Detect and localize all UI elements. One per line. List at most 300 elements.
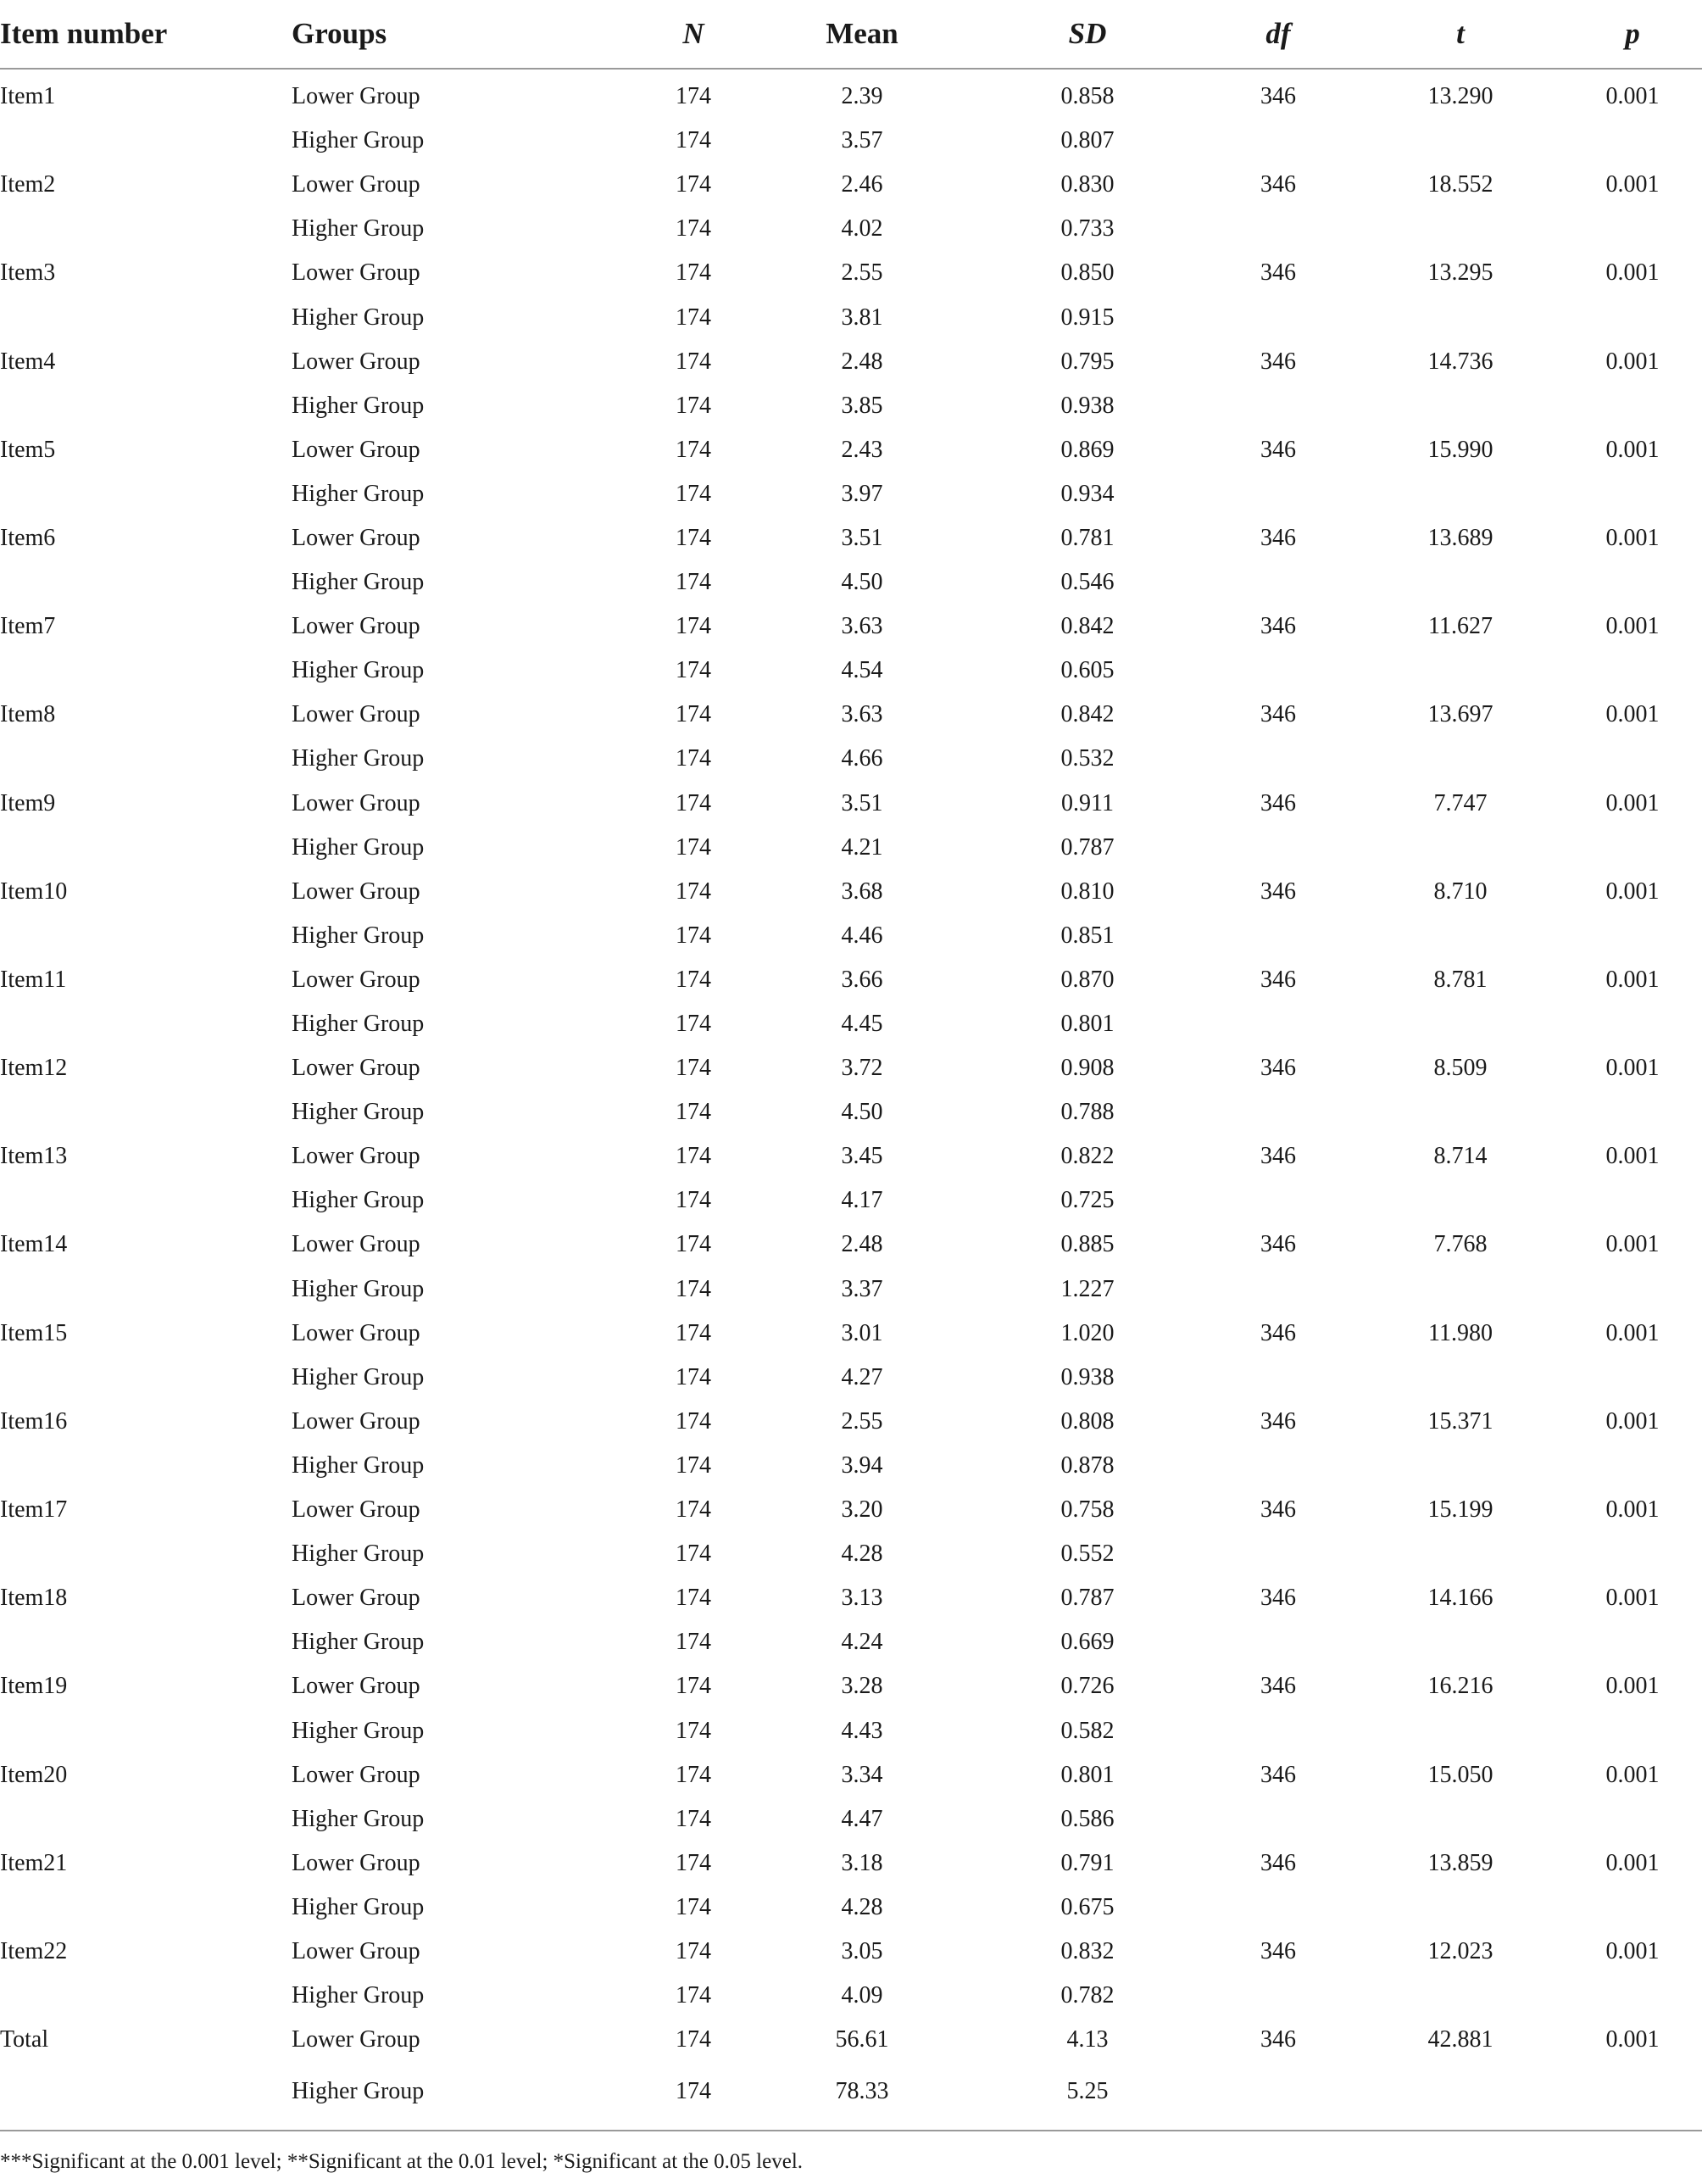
group-cell: Higher Group [292, 1893, 425, 1920]
t-cell [1358, 649, 1563, 693]
mean-cell: 3.45 [841, 1143, 883, 1170]
header-df: df [1199, 0, 1358, 69]
n-cell: 174 [676, 1451, 711, 1479]
df-cell [1199, 560, 1358, 604]
item-number-cell [0, 207, 292, 251]
t-cell [1358, 1002, 1563, 1046]
t-cell [1358, 737, 1563, 781]
df-cell [1199, 1708, 1358, 1752]
sd-cell: 0.808 [1060, 1407, 1115, 1435]
group-cell: Lower Group [292, 1319, 420, 1346]
n-cell: 174 [676, 2026, 711, 2053]
table-row [0, 384, 1702, 428]
p-cell [1563, 1974, 1702, 2018]
item-number-cell: Item1 [0, 83, 56, 110]
p-cell: 0.001 [1605, 878, 1660, 905]
n-cell: 174 [676, 922, 711, 949]
group-cell: Lower Group [292, 348, 420, 375]
sd-cell: 0.791 [1060, 1849, 1115, 1876]
p-cell [1563, 1708, 1702, 1752]
group-cell: Higher Group [292, 304, 425, 331]
sd-cell: 0.787 [1060, 833, 1115, 861]
sd-cell: 0.787 [1060, 1585, 1115, 1612]
sd-cell: 0.582 [1060, 1717, 1115, 1744]
item-number-cell: Item5 [0, 436, 56, 463]
t-cell: 7.768 [1433, 1231, 1488, 1258]
group-cell: Higher Group [292, 480, 425, 507]
p-cell [1563, 1002, 1702, 1046]
item-number-cell [0, 1974, 292, 2018]
group-cell: Lower Group [292, 613, 420, 640]
sd-cell: 0.878 [1060, 1451, 1115, 1479]
p-cell: 0.001 [1605, 171, 1660, 198]
group-cell: Lower Group [292, 436, 420, 463]
n-cell: 174 [676, 1893, 711, 1920]
item-number-cell: Item6 [0, 524, 56, 551]
mean-cell: 3.13 [841, 1585, 883, 1612]
group-cell: Higher Group [292, 833, 425, 861]
t-cell [1358, 1708, 1563, 1752]
p-cell [1563, 384, 1702, 428]
header-n: N [639, 0, 748, 69]
df-cell [1199, 914, 1358, 958]
t-cell: 15.050 [1427, 1761, 1493, 1788]
table-row [0, 1974, 1702, 2018]
item-number-cell [0, 384, 292, 428]
group-cell: Lower Group [292, 1407, 420, 1435]
item-number-cell [0, 1002, 292, 1046]
mean-cell: 4.24 [841, 1629, 883, 1656]
p-cell: 0.001 [1605, 436, 1660, 463]
df-cell: 346 [1260, 1673, 1296, 1700]
n-cell: 174 [676, 1540, 711, 1568]
mean-cell: 3.85 [841, 392, 883, 419]
n-cell: 174 [676, 259, 711, 287]
table-row [0, 1312, 1702, 1356]
item-number-cell: Total [0, 2026, 49, 2053]
table-row [0, 1576, 1702, 1620]
sd-cell: 0.885 [1060, 1231, 1115, 1258]
t-cell: 12.023 [1427, 1937, 1493, 1964]
group-cell: Lower Group [292, 966, 420, 993]
n-cell: 174 [676, 789, 711, 816]
header-groups: Groups [292, 0, 639, 69]
mean-cell: 3.97 [841, 480, 883, 507]
sd-cell: 1.020 [1060, 1319, 1115, 1346]
sd-cell: 0.830 [1060, 171, 1115, 198]
group-cell: Higher Group [292, 1363, 425, 1390]
t-cell: 15.199 [1427, 1496, 1493, 1524]
item-number-cell [0, 1886, 292, 1930]
t-cell: 11.980 [1428, 1319, 1493, 1346]
mean-cell: 4.45 [841, 1011, 883, 1038]
group-cell: Higher Group [292, 1717, 425, 1744]
n-cell: 174 [676, 1319, 711, 1346]
table-row [0, 2018, 1702, 2062]
group-cell: Higher Group [292, 1629, 425, 1656]
group-cell: Lower Group [292, 1585, 420, 1612]
t-cell: 13.859 [1427, 1849, 1493, 1876]
table-row [0, 1134, 1702, 1178]
p-cell: 0.001 [1605, 1055, 1660, 1082]
item-number-cell: Item13 [0, 1143, 68, 1170]
mean-cell: 4.47 [841, 1805, 883, 1832]
df-cell: 346 [1260, 1849, 1296, 1876]
sd-cell: 0.858 [1060, 83, 1115, 110]
sd-cell: 0.586 [1060, 1805, 1115, 1832]
group-cell: Lower Group [292, 789, 420, 816]
table-row [0, 1268, 1702, 1312]
mean-cell: 2.48 [841, 348, 883, 375]
table-row [0, 69, 1702, 119]
item-number-cell [0, 1532, 292, 1576]
table-row [0, 914, 1702, 958]
n-cell: 174 [676, 657, 711, 684]
n-cell: 174 [676, 215, 711, 242]
mean-cell: 3.81 [841, 304, 883, 331]
n-cell: 174 [676, 436, 711, 463]
header-row [0, 0, 1702, 69]
item-number-cell [0, 1444, 292, 1488]
t-cell: 11.627 [1428, 613, 1493, 640]
mean-cell: 4.46 [841, 922, 883, 949]
sd-cell: 0.842 [1060, 701, 1115, 728]
item-number-cell: Item10 [0, 878, 68, 905]
df-cell [1199, 1532, 1358, 1576]
p-cell [1563, 737, 1702, 781]
item-number-cell: Item15 [0, 1319, 68, 1346]
t-cell: 13.697 [1427, 701, 1493, 728]
group-cell: Lower Group [292, 1673, 420, 1700]
n-cell: 174 [676, 348, 711, 375]
sd-cell: 0.801 [1060, 1011, 1115, 1038]
table-row [0, 1046, 1702, 1090]
item-number-cell [0, 1356, 292, 1400]
table-row [0, 340, 1702, 384]
n-cell: 174 [676, 524, 711, 551]
t-cell [1358, 119, 1563, 163]
mean-cell: 3.68 [841, 878, 883, 905]
mean-cell: 3.66 [841, 966, 883, 993]
item-number-cell [0, 826, 292, 870]
group-cell: Higher Group [292, 392, 425, 419]
df-cell [1199, 826, 1358, 870]
mean-cell: 4.43 [841, 1717, 883, 1744]
item-number-cell: Item8 [0, 701, 56, 728]
group-cell: Higher Group [292, 215, 425, 242]
header-item-number: Item number [0, 0, 292, 69]
table-row [0, 1930, 1702, 1974]
t-cell: 15.371 [1427, 1407, 1493, 1435]
item-number-cell [0, 472, 292, 516]
group-cell: Lower Group [292, 2026, 420, 2053]
table-row [0, 428, 1702, 472]
n-cell: 174 [676, 1937, 711, 1964]
df-cell [1199, 1356, 1358, 1400]
group-cell: Higher Group [292, 922, 425, 949]
header-mean: Mean [748, 0, 976, 69]
n-cell: 174 [676, 1143, 711, 1170]
n-cell: 174 [676, 966, 711, 993]
n-cell: 174 [676, 1099, 711, 1126]
p-cell [1563, 1444, 1702, 1488]
group-cell: Higher Group [292, 1187, 425, 1214]
df-cell [1199, 2062, 1358, 2131]
sd-cell: 0.675 [1060, 1893, 1115, 1920]
table-row [0, 1620, 1702, 1664]
n-cell: 174 [676, 833, 711, 861]
n-cell: 174 [676, 701, 711, 728]
item-number-cell [0, 2062, 292, 2131]
t-cell [1358, 1797, 1563, 1841]
table-footnote: ***Significant at the 0.001 level; **Significant at the 0.01 level; *Significant at the 0.05 level. [0, 2150, 804, 2173]
t-cell: 18.552 [1427, 171, 1493, 198]
table-row [0, 958, 1702, 1002]
table-row [0, 560, 1702, 604]
mean-cell: 3.28 [841, 1673, 883, 1700]
t-cell [1358, 1444, 1563, 1488]
t-cell [1358, 1620, 1563, 1664]
n-cell: 174 [676, 745, 711, 772]
mean-cell: 3.57 [841, 127, 883, 154]
n-cell: 174 [676, 1275, 711, 1302]
mean-cell: 2.46 [841, 171, 883, 198]
group-cell: Lower Group [292, 83, 420, 110]
n-cell: 174 [676, 1982, 711, 2009]
group-cell: Lower Group [292, 1055, 420, 1082]
mean-cell: 3.94 [841, 1451, 883, 1479]
group-cell: Higher Group [292, 1011, 425, 1038]
t-cell: 13.295 [1427, 259, 1493, 287]
p-cell: 0.001 [1605, 966, 1660, 993]
table-row [0, 1532, 1702, 1576]
item-number-cell [0, 1090, 292, 1134]
group-cell: Lower Group [292, 701, 420, 728]
mean-cell: 3.63 [841, 613, 883, 640]
p-cell: 0.001 [1605, 1585, 1660, 1612]
group-cell: Higher Group [292, 1805, 425, 1832]
p-cell [1563, 649, 1702, 693]
table-row [0, 1664, 1702, 1708]
df-cell: 346 [1260, 1937, 1296, 1964]
table-row [0, 737, 1702, 781]
table-row [0, 1223, 1702, 1267]
t-cell: 42.881 [1427, 2026, 1493, 2053]
mean-cell: 2.55 [841, 1407, 883, 1435]
sd-cell: 0.938 [1060, 1363, 1115, 1390]
df-cell [1199, 1268, 1358, 1312]
n-cell: 174 [676, 569, 711, 596]
header-p: p [1563, 0, 1702, 69]
t-cell [1358, 207, 1563, 251]
n-cell: 174 [676, 83, 711, 110]
table-row [0, 1841, 1702, 1886]
p-cell: 0.001 [1605, 1761, 1660, 1788]
n-cell: 174 [676, 1673, 711, 1700]
mean-cell: 4.09 [841, 1982, 883, 2009]
t-cell: 16.216 [1427, 1673, 1493, 1700]
table-row [0, 782, 1702, 826]
n-cell: 174 [676, 127, 711, 154]
sd-cell: 0.810 [1060, 878, 1115, 905]
group-cell: Higher Group [292, 127, 425, 154]
df-cell: 346 [1260, 436, 1296, 463]
t-cell: 8.710 [1433, 878, 1488, 905]
n-cell: 174 [676, 1187, 711, 1214]
t-cell [1358, 1178, 1563, 1223]
sd-cell: 0.758 [1060, 1496, 1115, 1524]
df-cell: 346 [1260, 171, 1296, 198]
group-cell: Higher Group [292, 745, 425, 772]
item-number-cell: Item20 [0, 1761, 68, 1788]
t-cell: 14.166 [1427, 1585, 1493, 1612]
p-cell [1563, 295, 1702, 339]
p-cell: 0.001 [1605, 348, 1660, 375]
mean-cell: 2.43 [841, 436, 883, 463]
p-cell [1563, 1268, 1702, 1312]
t-cell [1358, 1886, 1563, 1930]
p-cell: 0.001 [1605, 1407, 1660, 1435]
t-cell: 8.714 [1433, 1143, 1488, 1170]
item-number-cell [0, 1268, 292, 1312]
p-cell [1563, 826, 1702, 870]
p-cell: 0.001 [1605, 1319, 1660, 1346]
sd-cell: 0.938 [1060, 392, 1115, 419]
df-cell: 346 [1260, 878, 1296, 905]
n-cell: 174 [676, 1761, 711, 1788]
df-cell: 346 [1260, 1055, 1296, 1082]
group-cell: Lower Group [292, 878, 420, 905]
t-cell: 13.290 [1427, 83, 1493, 110]
df-cell: 346 [1260, 1231, 1296, 1258]
t-cell: 14.736 [1427, 348, 1493, 375]
mean-cell: 4.28 [841, 1893, 883, 1920]
p-cell [1563, 1090, 1702, 1134]
mean-cell: 3.18 [841, 1849, 883, 1876]
t-cell [1358, 914, 1563, 958]
sd-cell: 5.25 [976, 2062, 1199, 2131]
item-number-cell: Item3 [0, 259, 56, 287]
df-cell [1199, 1886, 1358, 1930]
n-cell: 174 [676, 1011, 711, 1038]
t-cell [1358, 1090, 1563, 1134]
sd-cell: 0.669 [1060, 1629, 1115, 1656]
mean-cell: 3.51 [841, 789, 883, 816]
group-cell: Lower Group [292, 1496, 420, 1524]
p-cell: 0.001 [1605, 1143, 1660, 1170]
item-number-cell [0, 649, 292, 693]
item-number-cell [0, 119, 292, 163]
item-number-cell: Item17 [0, 1496, 68, 1524]
sd-cell: 4.13 [1066, 2026, 1109, 2053]
df-cell [1199, 119, 1358, 163]
item-number-cell [0, 1178, 292, 1223]
df-cell: 346 [1260, 259, 1296, 287]
item-number-cell: Item19 [0, 1673, 68, 1700]
item-number-cell: Item7 [0, 613, 56, 640]
mean-cell: 2.48 [841, 1231, 883, 1258]
group-cell: Higher Group [292, 1451, 425, 1479]
n-cell: 174 [639, 2062, 748, 2131]
p-cell: 0.001 [1605, 1496, 1660, 1524]
table-row [0, 1886, 1702, 1930]
t-cell [1358, 560, 1563, 604]
group-cell: Lower Group [292, 1143, 420, 1170]
table-row [0, 163, 1702, 207]
df-cell: 346 [1260, 1319, 1296, 1346]
p-cell: 0.001 [1605, 1673, 1660, 1700]
df-cell [1199, 472, 1358, 516]
p-cell: 0.001 [1605, 2026, 1660, 2053]
mean-cell: 56.61 [835, 2026, 889, 2053]
group-cell: Higher Group [292, 1275, 425, 1302]
t-cell [1358, 826, 1563, 870]
item-number-cell: Item18 [0, 1585, 68, 1612]
item-number-cell [0, 737, 292, 781]
df-cell: 346 [1260, 1761, 1296, 1788]
t-cell: 15.990 [1427, 436, 1493, 463]
p-cell [1563, 2062, 1702, 2131]
item-number-cell [0, 295, 292, 339]
p-cell [1563, 207, 1702, 251]
table-row [0, 295, 1702, 339]
item-number-cell [0, 560, 292, 604]
sd-cell: 0.851 [1060, 922, 1115, 949]
group-cell: Lower Group [292, 1231, 420, 1258]
t-cell [1358, 2062, 1563, 2131]
mean-cell: 3.20 [841, 1496, 883, 1524]
group-cell: Higher Group [292, 1099, 425, 1126]
p-cell [1563, 119, 1702, 163]
table-row [0, 2062, 1702, 2131]
mean-cell: 4.28 [841, 1540, 883, 1568]
table-row [0, 1002, 1702, 1046]
t-cell [1358, 295, 1563, 339]
table-row [0, 1356, 1702, 1400]
df-cell [1199, 737, 1358, 781]
item-number-cell [0, 914, 292, 958]
n-cell: 174 [676, 1629, 711, 1656]
df-cell [1199, 1090, 1358, 1134]
sd-cell: 0.733 [1060, 215, 1115, 242]
n-cell: 174 [676, 1849, 711, 1876]
df-cell [1199, 649, 1358, 693]
header-t: t [1358, 0, 1563, 69]
table-row [0, 826, 1702, 870]
p-cell [1563, 1620, 1702, 1664]
df-cell [1199, 295, 1358, 339]
df-cell [1199, 1797, 1358, 1841]
sd-cell: 0.795 [1060, 348, 1115, 375]
mean-cell: 4.21 [841, 833, 883, 861]
table-row [0, 604, 1702, 649]
p-cell: 0.001 [1605, 613, 1660, 640]
df-cell: 346 [1260, 2026, 1296, 2053]
sd-cell: 0.807 [1060, 127, 1115, 154]
t-cell [1358, 384, 1563, 428]
sd-cell: 0.842 [1060, 613, 1115, 640]
n-cell: 174 [676, 878, 711, 905]
p-cell [1563, 1356, 1702, 1400]
item-number-cell: Item4 [0, 348, 56, 375]
n-cell: 174 [676, 392, 711, 419]
df-cell: 346 [1260, 524, 1296, 551]
df-cell [1199, 384, 1358, 428]
sd-cell: 0.934 [1060, 480, 1115, 507]
df-cell [1199, 1178, 1358, 1223]
sd-cell: 0.605 [1060, 657, 1115, 684]
mean-cell: 3.63 [841, 701, 883, 728]
